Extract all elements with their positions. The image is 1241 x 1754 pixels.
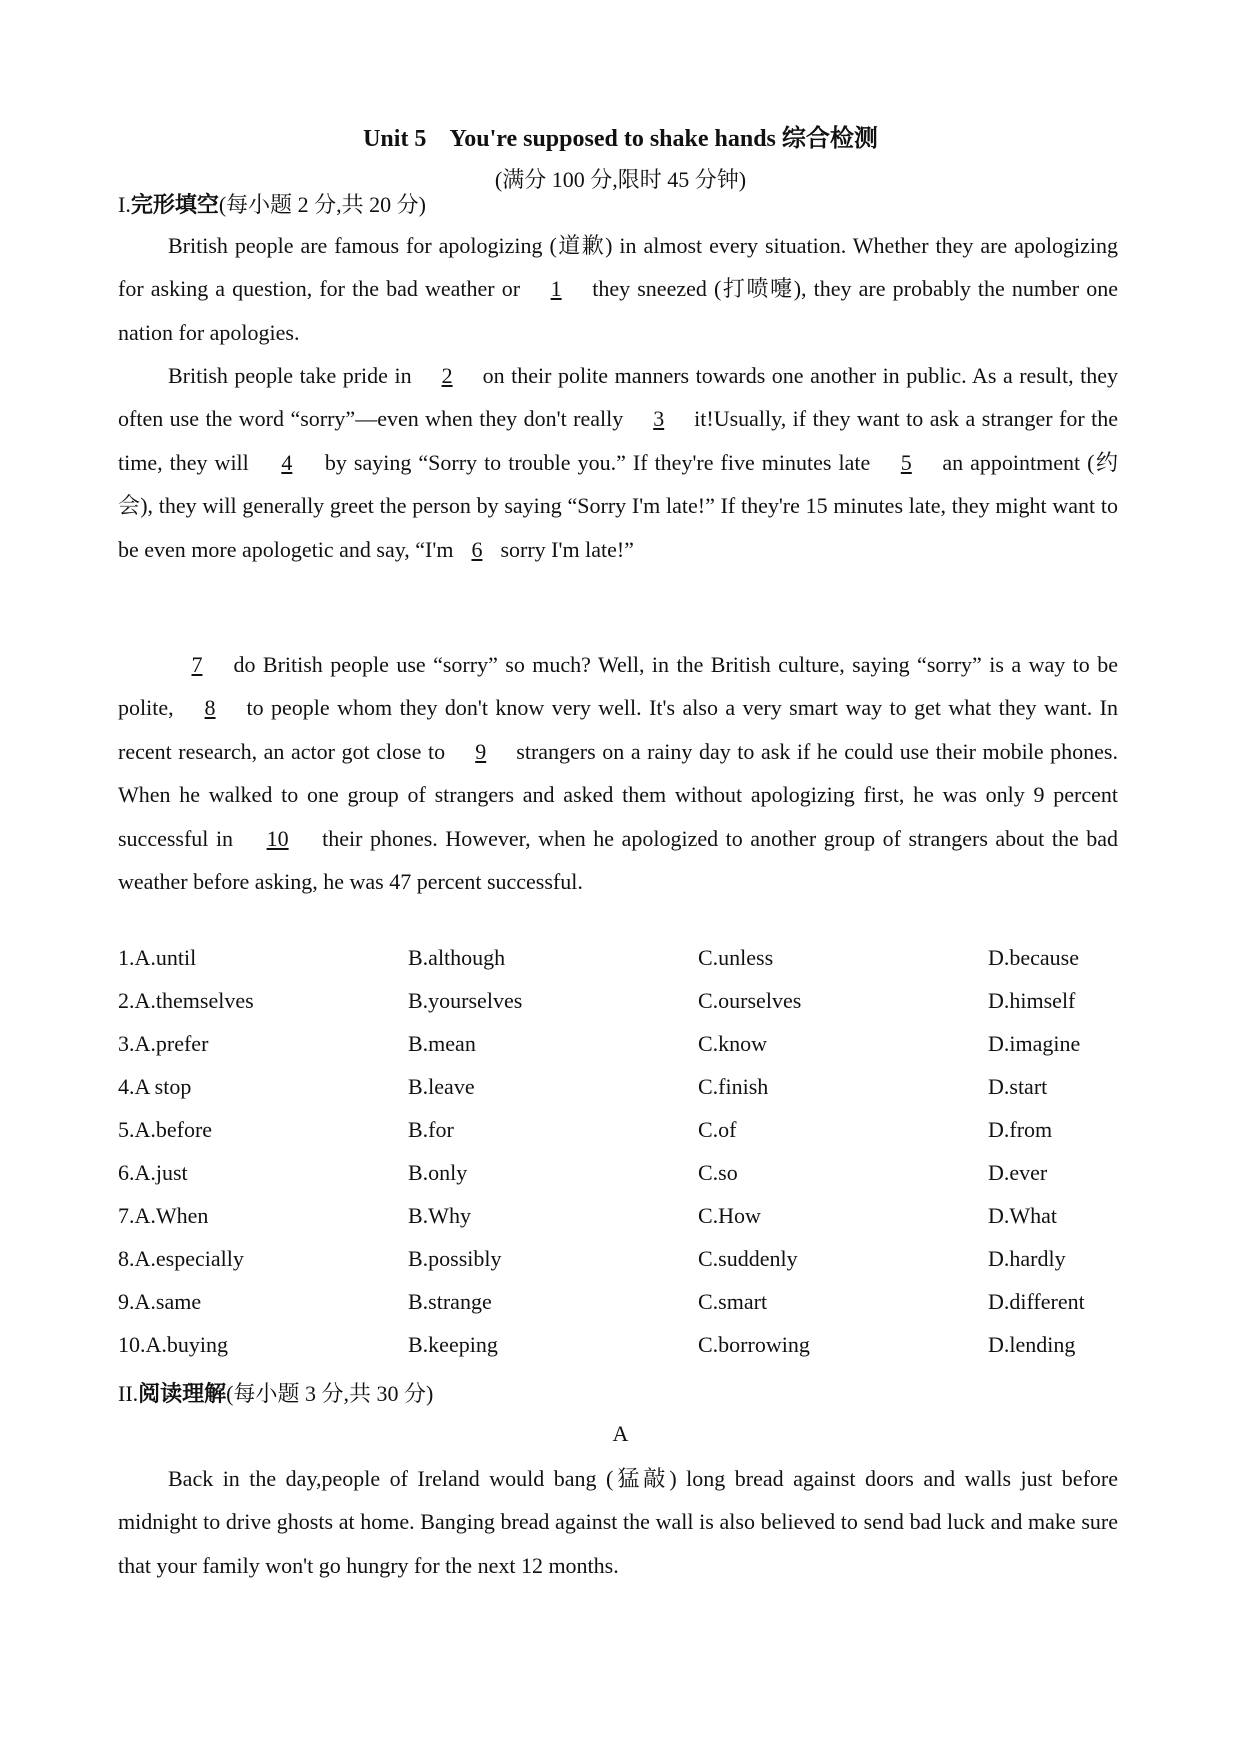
option-row bbox=[118, 1203, 1118, 1246]
option-a: 1.A.until bbox=[118, 945, 197, 970]
option-c: C.How bbox=[698, 1203, 761, 1228]
option-row bbox=[118, 1160, 1118, 1203]
option-c: C.so bbox=[698, 1160, 738, 1185]
blank-2: 2 bbox=[441, 363, 453, 388]
section-cloze-heading bbox=[118, 188, 426, 219]
option-d: D.lending bbox=[988, 1332, 1076, 1357]
section-number: II. bbox=[118, 1381, 139, 1406]
paragraph-text: British people are famous for apologizing (道歉) in almost every situation. Whether they are apologizing for asking a question, for the bad weather or bbox=[118, 233, 1118, 302]
option-d: D.ever bbox=[988, 1160, 1048, 1185]
paragraph-text: their phones. However, when he apologized to another group of strangers about the bad weather before asking, he was 47 percent successful. bbox=[118, 825, 1118, 895]
blank-8: 8 bbox=[204, 695, 216, 721]
option-a: 2.A.themselves bbox=[118, 988, 254, 1013]
section-number: I. bbox=[118, 192, 131, 217]
option-a: 3.A.prefer bbox=[118, 1031, 209, 1056]
option-c: C.of bbox=[698, 1117, 737, 1142]
paragraph-text: they sneezed (打喷嚏), they are probably the number one nation for apologies. bbox=[118, 276, 1118, 345]
option-b: B.only bbox=[408, 1160, 468, 1185]
option-c: C.smart bbox=[698, 1289, 768, 1314]
blank-6: 6 bbox=[471, 536, 483, 562]
option-c: C.unless bbox=[698, 945, 774, 970]
option-d: D.start bbox=[988, 1074, 1048, 1099]
option-b: B.keeping bbox=[408, 1332, 498, 1357]
option-d: D.What bbox=[988, 1203, 1058, 1228]
section-reading-heading bbox=[118, 1377, 433, 1408]
option-d: D.himself bbox=[988, 988, 1076, 1013]
blank-7: 7 bbox=[191, 652, 203, 677]
section-score: (每小题 3 分,共 30 分) bbox=[226, 1381, 434, 1406]
blank-4: 4 bbox=[281, 449, 293, 475]
option-b: B.mean bbox=[408, 1031, 476, 1056]
option-b: B.for bbox=[408, 1117, 454, 1142]
option-b: B.strange bbox=[408, 1289, 492, 1314]
option-c: C.know bbox=[698, 1031, 768, 1056]
option-row bbox=[118, 1117, 1118, 1160]
paragraph-text: an appointment (约会), they will generally greet the person by saying “Sorry I'm late!” If they're 15 minutes late, they might want to be even more apologetic and say, “I'm bbox=[118, 449, 1119, 562]
paragraph-text: sorry I'm late!” bbox=[494, 536, 634, 562]
paragraph-text: it!Usually, if they want to ask a stranger for the time, they will bbox=[118, 406, 1119, 475]
blank-9: 9 bbox=[475, 738, 487, 764]
cloze-paragraph-3 bbox=[118, 643, 1118, 903]
option-d: D.from bbox=[988, 1117, 1053, 1142]
option-b: B.possibly bbox=[408, 1246, 502, 1271]
paragraph-text: on their polite manners towards one another in public. As a result, they often use the word “sorry”—even when they don't really bbox=[118, 363, 1119, 432]
option-d: D.imagine bbox=[988, 1031, 1081, 1056]
blank-1: 1 bbox=[550, 276, 562, 302]
option-d: D.different bbox=[988, 1289, 1085, 1314]
option-row bbox=[118, 1031, 1118, 1074]
option-row bbox=[118, 945, 1118, 988]
option-c: C.borrowing bbox=[698, 1332, 810, 1357]
option-a: 10.A.buying bbox=[118, 1332, 228, 1357]
option-b: B.yourselves bbox=[408, 988, 523, 1013]
blank-5: 5 bbox=[900, 449, 912, 475]
option-c: C.finish bbox=[698, 1074, 769, 1099]
cloze-paragraph-2 bbox=[118, 354, 1118, 571]
paragraph-text: by saying “Sorry to trouble you.” If they're five minutes late bbox=[317, 449, 878, 475]
section-name: 阅读理解 bbox=[138, 1381, 227, 1406]
page-subtitle: (满分 100 分,限时 45 分钟) bbox=[494, 167, 747, 192]
blank-10: 10 bbox=[266, 825, 289, 851]
section-score: (每小题 2 分,共 20 分) bbox=[218, 192, 426, 217]
page-title: Unit 5 You're supposed to shake hands 综合检测 bbox=[363, 126, 878, 152]
option-row bbox=[118, 1289, 1118, 1332]
cloze-paragraph-1 bbox=[118, 224, 1118, 354]
paragraph-text: strangers on a rainy day to ask if he could use their mobile phones. When he walked to one group of strangers and asked them without apologizing first, he was only 9 percent successful in bbox=[118, 738, 1118, 851]
passage-letter: A bbox=[612, 1421, 629, 1446]
option-a: 6.A.just bbox=[118, 1160, 188, 1185]
paragraph-text: British people take pride in bbox=[168, 363, 419, 388]
blank-3: 3 bbox=[653, 406, 665, 432]
option-a: 7.A.When bbox=[118, 1203, 209, 1228]
option-c: C.ourselves bbox=[698, 988, 802, 1013]
reading-paragraph-a: Back in the day,people of Ireland would bang (猛敲) long bread against doors and walls just before midnight to drive ghosts at home. Banging bread against the wall is also believed to send bad luck and make sure that your family won't go hungry for the next 12 months. bbox=[118, 1466, 1118, 1578]
option-a: 4.A stop bbox=[118, 1074, 192, 1099]
option-d: D.because bbox=[988, 945, 1080, 970]
paragraph-text: to people whom they don't know very well. It's also a very smart way to get what they want. In recent research, an actor got close to bbox=[118, 695, 1118, 764]
option-c: C.suddenly bbox=[698, 1246, 798, 1271]
option-d: D.hardly bbox=[988, 1246, 1066, 1271]
option-b: B.leave bbox=[408, 1074, 475, 1099]
option-a: 5.A.before bbox=[118, 1117, 213, 1142]
option-row bbox=[118, 1332, 1118, 1375]
option-row bbox=[118, 1074, 1118, 1117]
paragraph-text: do British people use “sorry” so much? Well, in the British culture, saying “sorry” is a way to be polite, bbox=[118, 652, 1118, 721]
option-row bbox=[118, 988, 1118, 1031]
option-a: 9.A.same bbox=[118, 1289, 202, 1314]
option-b: B.although bbox=[408, 945, 506, 970]
option-b: B.Why bbox=[408, 1203, 471, 1228]
section-name: 完形填空 bbox=[130, 192, 219, 217]
option-a: 8.A.especially bbox=[118, 1246, 244, 1271]
option-row bbox=[118, 1246, 1118, 1289]
